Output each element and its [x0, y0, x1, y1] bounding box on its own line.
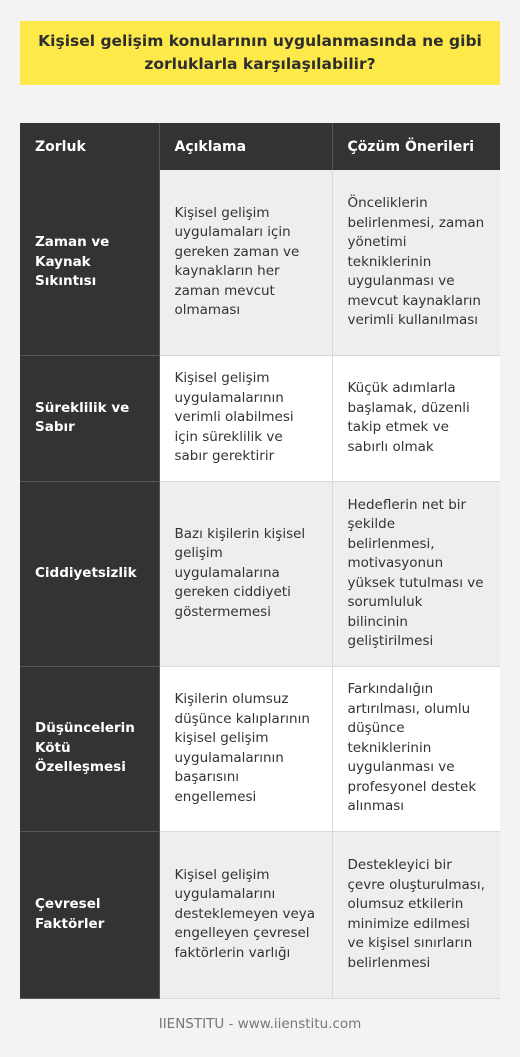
description-cell: Bazı kişilerin kişisel gelişim uygulamalarına gereken ciddiyeti göstermemesi: [159, 481, 332, 666]
table-row: [20, 831, 500, 998]
title-banner: [20, 21, 500, 85]
table-row: [20, 666, 500, 831]
challenge-cell: Çevresel Faktörler: [20, 831, 159, 998]
solution-cell: Önceliklerin belirlenmesi, zaman yönetimi tekniklerinin uygulanması ve mevcut kaynakların verimli kullanılması: [332, 170, 500, 355]
table-row: [20, 355, 500, 481]
column-header-description: Açıklama: [159, 123, 332, 170]
description-cell: Kişisel gelişim uygulamaları için gereken zaman ve kaynakların her zaman mevcut olmaması: [159, 170, 332, 355]
description-cell: Kişisel gelişim uygulamalarını desteklemeyen veya engelleyen çevresel faktörlerin varlığı: [159, 831, 332, 998]
solution-cell: Destekleyici bir çevre oluşturulması, olumsuz etkilerin minimize edilmesi ve kişisel sınırların belirlenmesi: [332, 831, 500, 998]
challenge-cell: Süreklilik ve Sabır: [20, 355, 159, 481]
challenge-cell: Düşüncelerin Kötü Özelleşmesi: [20, 666, 159, 831]
solution-cell: Küçük adımlarla başlamak, düzenli takip etmek ve sabırlı olmak: [332, 355, 500, 481]
solution-cell: Farkındalığın artırılması, olumlu düşünce tekniklerinin uygulanması ve profesyonel destek alınması: [332, 666, 500, 831]
table-header-row: [20, 123, 500, 170]
table-row: [20, 481, 500, 666]
challenge-cell: Zaman ve Kaynak Sıkıntısı: [20, 170, 159, 355]
footer-credit: IIENSTITU - www.iienstitu.com: [158, 1016, 362, 1032]
solution-cell: Hedeflerin net bir şekilde belirlenmesi, motivasyonun yüksek tutulması ve sorumluluk bilincinin geliştirilmesi: [332, 481, 500, 666]
column-header-solutions: Çözüm Önerileri: [332, 123, 500, 170]
challenges-table: [20, 123, 500, 999]
challenge-cell: Ciddiyetsizlik: [20, 481, 159, 666]
description-cell: Kişisel gelişim uygulamalarının verimli olabilmesi için süreklilik ve sabır gerektirir: [159, 355, 332, 481]
description-cell: Kişilerin olumsuz düşünce kalıplarının kişisel gelişim uygulamalarının başarısını engellemesi: [159, 666, 332, 831]
table-row: [20, 170, 500, 355]
column-header-challenge: Zorluk: [20, 123, 159, 170]
page-title: Kişisel gelişim konularının uygulanmasında ne gibi zorluklarla karşılaşılabilir?: [38, 32, 482, 73]
